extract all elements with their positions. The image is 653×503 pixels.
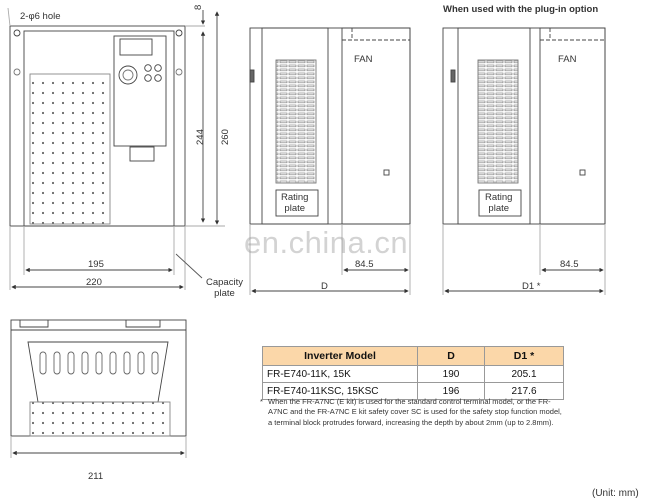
table-cell-d1: 217.6 bbox=[485, 383, 564, 400]
table-row bbox=[263, 366, 564, 383]
watermark: en.china.cn bbox=[244, 225, 409, 260]
option-body-outline bbox=[443, 28, 605, 224]
dim-width-total: 220 bbox=[86, 277, 102, 288]
side-vents bbox=[276, 60, 316, 183]
table-header-d: D bbox=[418, 347, 485, 366]
front-vent-area bbox=[30, 74, 110, 224]
table-cell-model: FR-E740-11K, 15K bbox=[263, 366, 418, 383]
footnote-text: When the FR-A7NC (E kit) is used for the standard control terminal model, or the FR-A7NC and the FR-A7NC E kit safety cover SC is used for the safety stop function model, a terminal block protrudes forward, increasing the depth by about 2mm (up to 2.8mm). bbox=[268, 397, 562, 427]
table-header-d1: D1 * bbox=[485, 347, 564, 366]
model-depth-table bbox=[262, 346, 564, 400]
side-body-outline bbox=[250, 28, 410, 224]
option-fan-label: FAN bbox=[558, 54, 577, 65]
option-vents bbox=[478, 60, 518, 183]
side-rating-plate-label: Rating plate bbox=[281, 192, 309, 214]
side-heatsink bbox=[342, 28, 410, 224]
front-view bbox=[8, 8, 225, 290]
side-dim-depth: D bbox=[321, 281, 328, 292]
front-display-panel bbox=[120, 39, 152, 55]
side-view-option bbox=[443, 28, 605, 295]
footnote bbox=[260, 397, 568, 428]
dim-height-inner: 244 bbox=[195, 129, 206, 145]
dim-top-offset: 8 bbox=[193, 4, 204, 10]
dim-height-total: 260 bbox=[220, 129, 231, 145]
table-cell-d: 190 bbox=[418, 366, 485, 383]
table-header-model: Inverter Model bbox=[263, 347, 418, 366]
front-dial bbox=[119, 66, 137, 84]
bottom-vent-area bbox=[30, 402, 170, 436]
bottom-dim-width: 211 bbox=[88, 471, 104, 482]
dim-width-inner: 195 bbox=[88, 259, 104, 270]
capacity-plate-label: Capacity plate bbox=[206, 277, 243, 299]
hole-top-right bbox=[176, 30, 182, 36]
option-dim-depth: D1 * bbox=[522, 281, 541, 292]
side-dim-depth-part: 84.5 bbox=[355, 259, 374, 270]
option-dim-depth-part: 84.5 bbox=[560, 259, 579, 270]
hole-top-left bbox=[14, 30, 20, 36]
front-connector bbox=[130, 147, 154, 161]
units-label: (Unit: mm) bbox=[592, 488, 639, 499]
table-cell-d: 196 bbox=[418, 383, 485, 400]
side-fan-label: FAN bbox=[354, 54, 373, 65]
option-title: When used with the plug-in option bbox=[443, 4, 599, 15]
table-cell-model: FR-E740-11KSC, 15KSC bbox=[263, 383, 418, 400]
bottom-view bbox=[11, 320, 186, 458]
option-rating-plate-label: Rating plate bbox=[485, 192, 513, 214]
front-cover bbox=[114, 36, 166, 146]
table-cell-d1: 205.1 bbox=[485, 366, 564, 383]
hole-note: 2-φ6 hole bbox=[20, 11, 61, 22]
footnote-marker: * bbox=[260, 397, 263, 406]
bottom-fan-housing bbox=[28, 342, 168, 402]
